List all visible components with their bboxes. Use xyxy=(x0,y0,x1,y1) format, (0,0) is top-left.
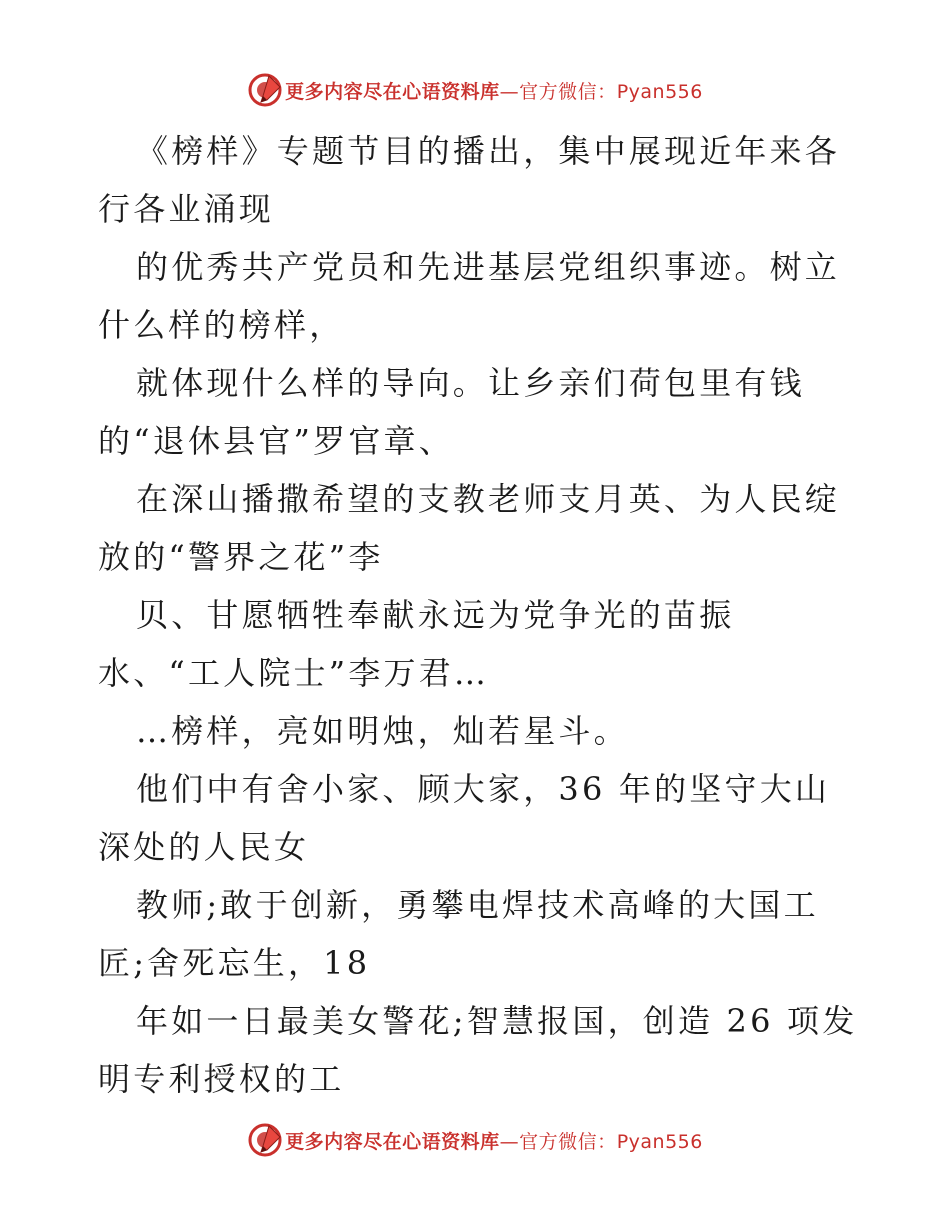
footer-text xyxy=(285,1127,703,1154)
paragraph: 贝、甘愿牺牲奉献永远为党争光的苗振水、“工人院士”李万君… xyxy=(98,596,735,692)
footer-banner xyxy=(0,1120,950,1160)
paragraph: 教师;敢于创新，勇攀电焊技术高峰的大国工匠;舍死忘生，18 xyxy=(98,886,819,982)
paragraph: 年如一日最美女警花;智慧报国，创造 26 项发明专利授权的工 xyxy=(98,1002,858,1098)
paragraph: 《榜样》专题节目的播出，集中展现近年来各行各业涌现 xyxy=(98,132,841,228)
paragraph: …榜样，亮如明烛，灿若星斗。 xyxy=(136,712,629,750)
brand-pen-logo-icon xyxy=(247,72,283,108)
header-separator: — xyxy=(499,80,520,103)
paragraph: 的优秀共产党员和先进基层党组织事迹。树立什么样的榜样， xyxy=(98,248,841,344)
header-brand: 更多内容尽在心语资料库 xyxy=(285,80,500,103)
paragraph: 就体现什么样的导向。让乡亲们荷包里有钱的“退休县官”罗官章、 xyxy=(98,364,805,460)
paragraph: 在深山播撒希望的支教老师支月英、为人民绽放的“警界之花”李 xyxy=(98,480,841,576)
footer-separator: — xyxy=(499,1130,520,1153)
header-contact-label: 官方微信： xyxy=(519,80,617,103)
footer-brand: 更多内容尽在心语资料库 xyxy=(285,1130,500,1153)
header-banner xyxy=(0,70,950,110)
paragraph: 他们中有舍小家、顾大家，36 年的坚守大山深处的人民女 xyxy=(98,770,831,866)
footer-contact-label: 官方微信： xyxy=(519,1130,617,1153)
header-contact-id: Pyan556 xyxy=(616,80,703,103)
footer-contact-id: Pyan556 xyxy=(616,1130,703,1153)
brand-pen-logo-icon xyxy=(247,1122,283,1158)
header-text xyxy=(285,77,703,104)
document-body xyxy=(98,122,858,1108)
